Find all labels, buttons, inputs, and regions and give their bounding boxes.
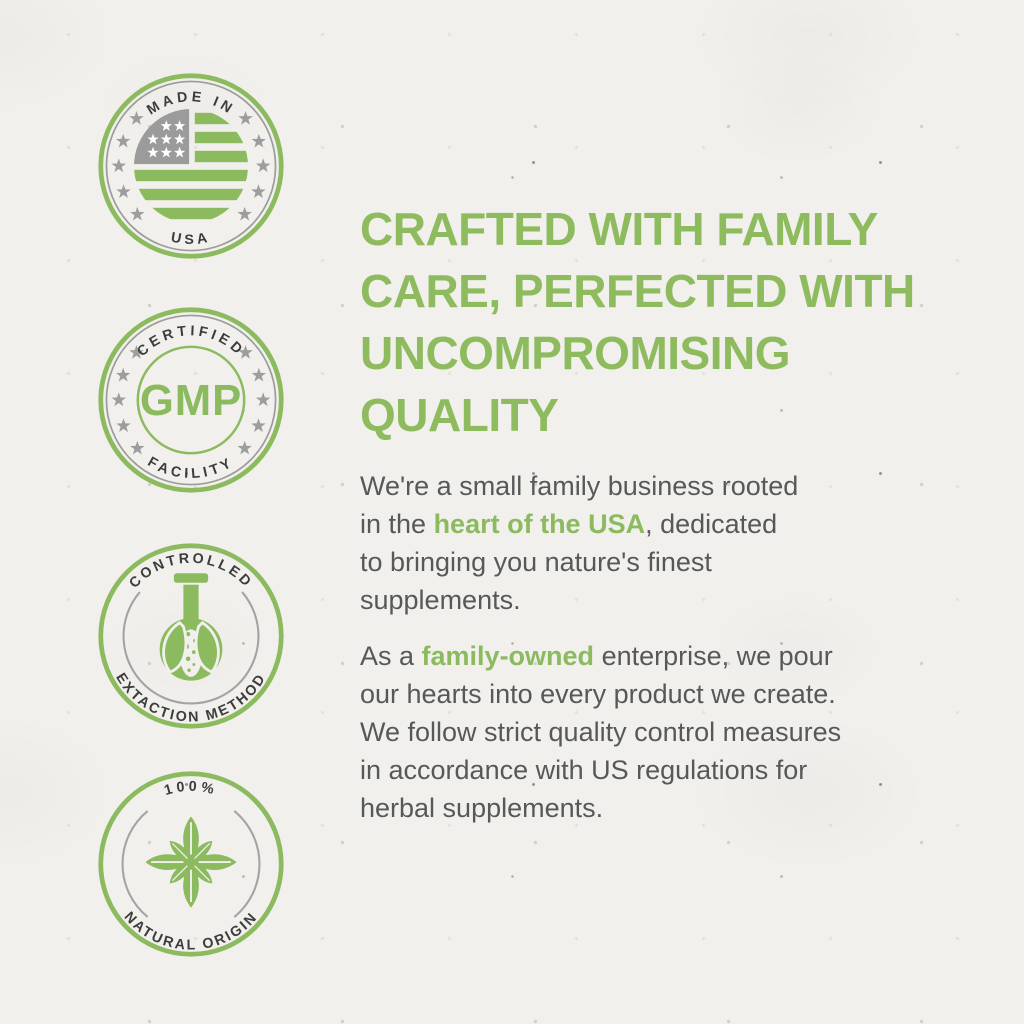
usa-flag-icon: [125, 107, 258, 219]
badge-left-arc: [123, 812, 147, 917]
flask-icon: [160, 573, 223, 680]
paragraph-line: herbal supplements.: [360, 793, 604, 823]
page-title: [360, 198, 960, 446]
paragraph-line: in the heart of the USA, dedicated: [360, 509, 778, 539]
badge-top-text: 100%: [162, 778, 220, 799]
paragraph-line: our hearts into every product we create.: [360, 679, 836, 709]
badge-top-text: CONTROLLED: [126, 550, 256, 592]
natural-origin-seal: [96, 769, 286, 959]
highlight-heart-of-usa: heart of the USA: [433, 509, 646, 539]
paragraph-line: We follow strict quality control measures: [360, 717, 842, 747]
gmp-certified-badge: [96, 305, 286, 495]
paragraph-line: We're a small family business rooted: [360, 471, 799, 501]
paragraph-line: to bringing you nature's finest: [360, 547, 712, 577]
badge-bottom-text: EXTACTION METHOD: [112, 670, 270, 726]
badge-bottom-text: USA: [169, 229, 213, 248]
made-in-usa-badge: [96, 71, 286, 261]
gmp-seal: [96, 305, 286, 495]
heading-line: CARE, PERFECTED WITH: [360, 265, 915, 317]
paragraph-line: supplements.: [360, 585, 521, 615]
badge-bottom-text: FACILITY: [144, 454, 238, 483]
extraction-method-seal: [96, 541, 286, 731]
gmp-label: GMP: [139, 376, 243, 426]
badge-inner-ring: [106, 81, 275, 250]
badge-top-text: MADE IN: [144, 89, 238, 119]
made-in-usa-seal: [96, 71, 286, 261]
natural-origin-badge: [96, 769, 286, 959]
paragraph-line: As a family-owned enterprise, we pour: [360, 641, 833, 671]
heading-line: CRAFTED WITH FAMILY: [360, 203, 878, 255]
extraction-method-badge: [96, 541, 286, 731]
heading-line: UNCOMPROMISING: [360, 327, 790, 379]
highlight-family-owned: family-owned: [421, 641, 595, 671]
quality-paragraph: [360, 637, 920, 827]
heading-line: QUALITY: [360, 389, 559, 441]
paragraph-line: in accordance with US regulations for: [360, 755, 808, 785]
badge-right-arc: [235, 812, 259, 917]
star-decoration-ring: [112, 111, 271, 221]
leaf-rosette-icon: [145, 817, 236, 908]
badge-bottom-text: NATURAL ORIGIN: [120, 908, 262, 954]
intro-paragraph: [360, 467, 920, 619]
badge-top-text: CERTIFIED: [134, 323, 248, 360]
